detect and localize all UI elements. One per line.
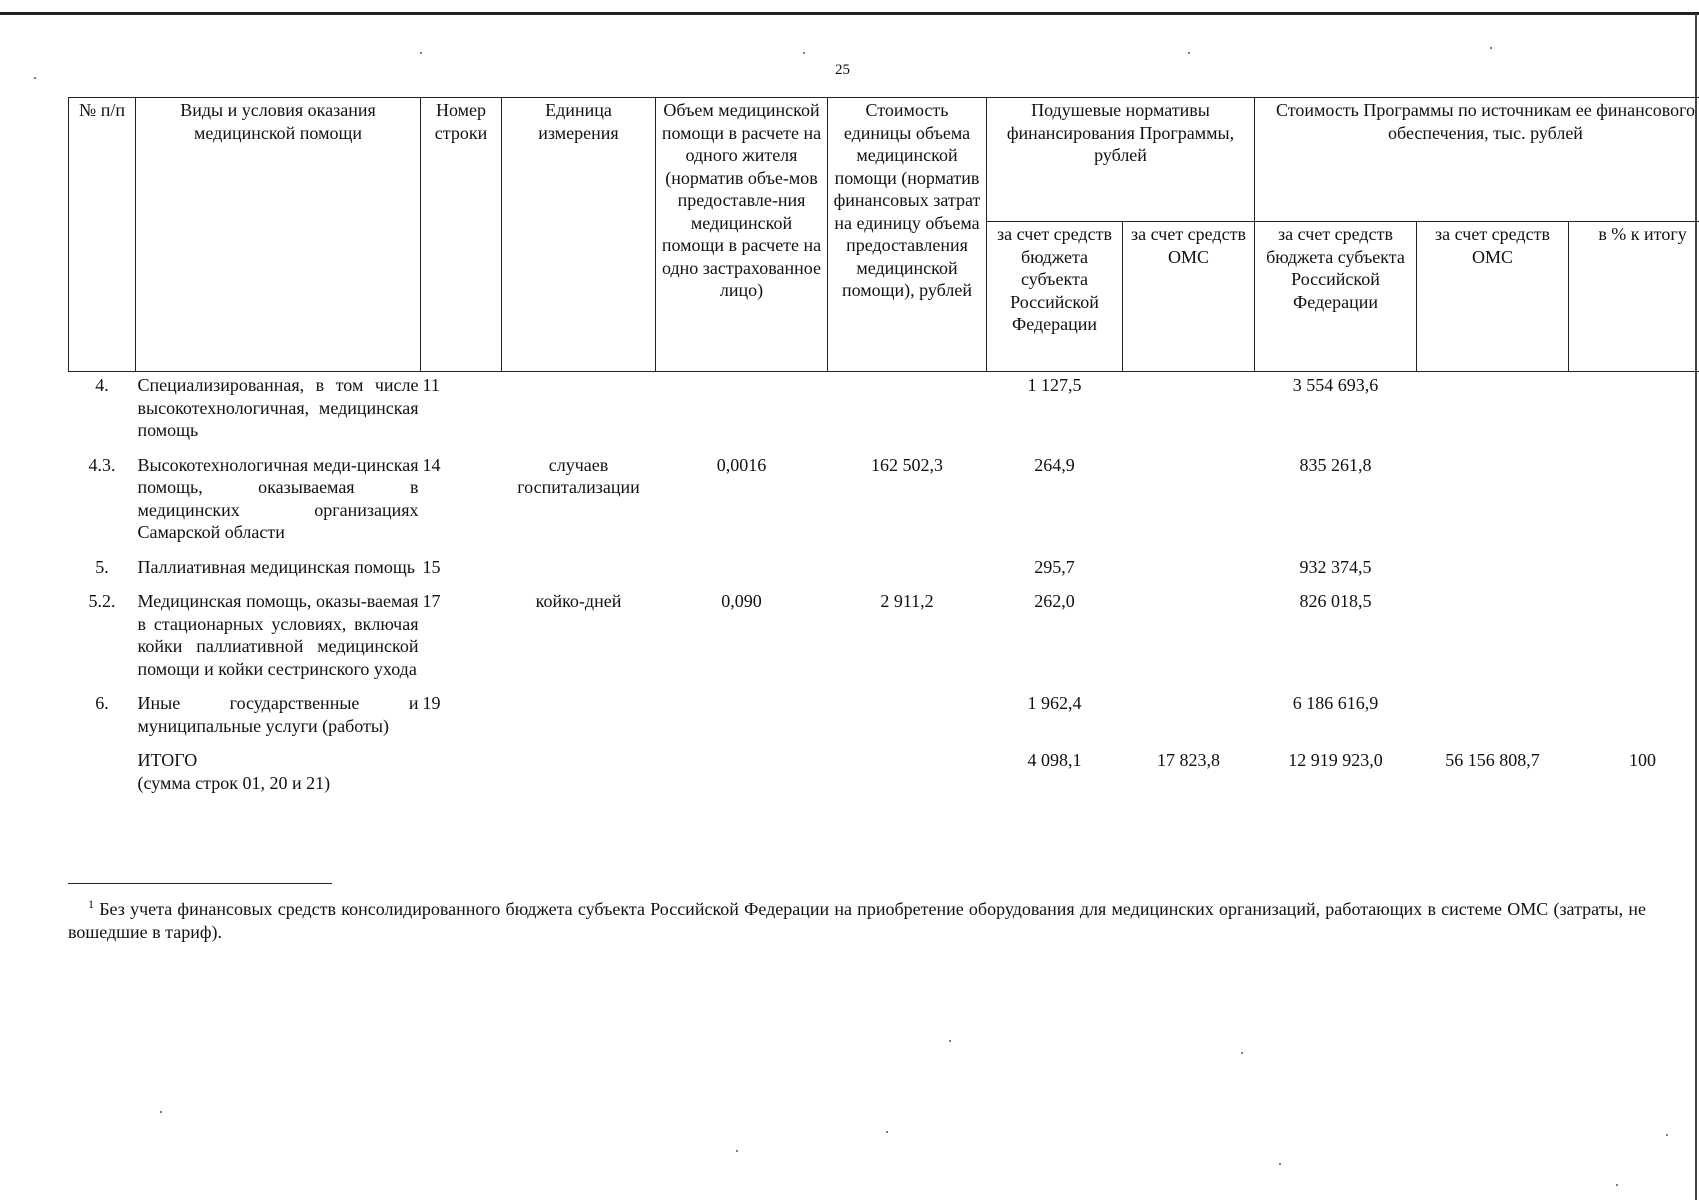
scan-speck (1666, 1134, 1668, 1136)
cell-prog-budget: 932 374,5 (1299, 556, 1372, 577)
cell-unit-cost (828, 554, 987, 589)
cell-desc: Иные государственные и муниципальные услуги (работы) (137, 693, 419, 736)
cell-unit-cost (828, 690, 987, 747)
footnote-text: Без учета финансовых средств консолидированного бюджета субъекта Российской Федерации на приобретение оборудования для медицинских организаций, работающих в системе ОМС (затраты, не вошедшие в тариф). (68, 899, 1646, 942)
cell-desc: Специализированная, в том числе высокотехнологичная, медицинская помощь (137, 375, 419, 440)
cell-prog-oms (1417, 690, 1569, 747)
cell-row-number: 15 (422, 556, 441, 577)
total-percent: 100 (1629, 750, 1656, 770)
cell-unit: случаев госпитализации (517, 454, 640, 497)
cell-desc: Высокотехнологичная меди-цинская помощь, оказываемая в медицинских организациях Самарской области (137, 454, 419, 542)
header-prog-percent: в % к итогу (1569, 222, 1699, 372)
cell-prog-budget: 3 554 693,6 (1292, 375, 1379, 395)
cell-prog-budget: 826 018,5 (1299, 591, 1372, 611)
cell-unit (502, 747, 656, 804)
scan-speck (34, 77, 36, 79)
total-pc-oms: 17 823,8 (1157, 750, 1220, 770)
cell-volume: 0,090 (721, 591, 762, 611)
top-border-line (0, 12, 1699, 15)
header-volume: Объем медицинской помощи в расчете на одного жителя (норматив объе-мов предоставле-ния медицинской помощи в расчете на одно застрахованное лицо) (656, 98, 828, 372)
cell-unit (502, 690, 656, 747)
header-pc-oms: за счет средств ОМС (1123, 222, 1255, 372)
cell-no (69, 747, 136, 804)
table-row (69, 588, 1699, 690)
footnote (68, 898, 1646, 944)
total-label: ИТОГО (137, 750, 198, 770)
cell-pc-budget: 1 127,5 (1027, 375, 1082, 395)
cell-volume (656, 747, 828, 804)
cell-no: 4. (95, 375, 109, 395)
scan-speck (1241, 1052, 1243, 1054)
total-row (69, 747, 1699, 804)
table-row (69, 690, 1699, 747)
cell-pc-oms (1123, 690, 1255, 747)
cell-volume (656, 554, 828, 589)
header-no: № п/п (69, 98, 136, 372)
cell-desc: Медицинская помощь, оказы-ваемая в стационарных условиях, включая койки паллиативной медицинской помощи и койки сестринского ухода (137, 591, 419, 679)
header-row-number: Номер строки (421, 98, 502, 372)
scan-speck (420, 52, 422, 54)
cell-row-number: 11 (422, 375, 440, 395)
scan-speck (803, 52, 805, 54)
scan-speck (1188, 52, 1190, 54)
cell-prog-budget: 6 186 616,9 (1292, 693, 1379, 713)
cell-no: 5.2. (88, 591, 116, 611)
cell-prog-budget: 835 261,8 (1299, 454, 1372, 475)
cell-percent (1569, 372, 1699, 452)
cell-unit: койко-дней (535, 591, 622, 611)
cell-pc-oms (1123, 588, 1255, 690)
total-prog-oms: 56 156 808,7 (1445, 750, 1540, 770)
cell-row-number (421, 747, 502, 804)
footnote-separator (68, 883, 332, 884)
program-cost-table (68, 97, 1699, 804)
header-prog-budget: за счет средств бюджета субъекта Российской Федерации (1255, 222, 1417, 372)
cell-unit-cost (828, 372, 987, 452)
cell-desc: Паллиативная медицинская помощь (137, 556, 415, 577)
cell-no: 4.3. (88, 454, 116, 475)
cell-volume: 0,0016 (716, 454, 767, 475)
footnote-marker: 1 (88, 897, 94, 911)
scan-speck (1490, 47, 1492, 49)
cell-percent (1569, 452, 1699, 554)
cell-pc-oms (1123, 554, 1255, 589)
table-row (69, 452, 1699, 554)
cell-percent (1569, 588, 1699, 690)
cell-unit-cost (828, 747, 987, 804)
cell-unit-cost: 2 911,2 (880, 591, 934, 611)
cell-pc-budget: 262,0 (1034, 591, 1075, 611)
cell-volume (656, 690, 828, 747)
cell-prog-oms (1417, 372, 1569, 452)
cell-unit-cost: 162 502,3 (871, 454, 943, 475)
cell-prog-oms (1417, 452, 1569, 554)
table-row (69, 554, 1699, 589)
page-number: 25 (835, 62, 850, 78)
header-unit: Единица измерения (502, 98, 656, 372)
total-prog-budget: 12 919 923,0 (1288, 750, 1383, 770)
scan-speck (949, 1040, 951, 1042)
header-per-capita-group: Подушевые нормативы финансирования Программы, рублей (987, 98, 1255, 222)
scan-speck (886, 1131, 888, 1133)
header-pc-budget: за счет средств бюджета субъекта Российской Федерации (987, 222, 1123, 372)
cell-pc-oms (1123, 452, 1255, 554)
cell-row-number: 17 (422, 591, 441, 611)
header-prog-oms: за счет средств ОМС (1417, 222, 1569, 372)
scan-speck (1616, 1184, 1618, 1186)
header-types: Виды и условия оказания медицинской помощи (136, 98, 421, 372)
scan-speck (1279, 1163, 1281, 1165)
header-unit-cost: Стоимость единицы объема медицинской помощи (норматив финансовых затрат на единицу объема предоставления медицинской помощи), рублей (828, 98, 987, 372)
cell-percent (1569, 690, 1699, 747)
cell-prog-oms (1417, 554, 1569, 589)
cell-unit (502, 372, 656, 452)
cell-pc-oms (1123, 372, 1255, 452)
cell-volume (656, 372, 828, 452)
total-label-cell (136, 747, 421, 804)
cell-pc-budget: 295,7 (1034, 556, 1075, 577)
cell-row-number: 19 (422, 693, 441, 713)
cell-no: 5. (95, 556, 109, 577)
cell-no: 6. (95, 693, 109, 713)
cell-row-number: 14 (422, 454, 441, 475)
cell-percent (1569, 554, 1699, 589)
scan-speck (736, 1150, 738, 1152)
total-sublabel: (сумма строк 01, 20 и 21) (137, 772, 331, 793)
cell-pc-budget: 1 962,4 (1027, 693, 1082, 713)
total-pc-budget: 4 098,1 (1027, 750, 1082, 770)
table-row (69, 372, 1699, 452)
cell-prog-oms (1417, 588, 1569, 690)
scan-speck (160, 1111, 162, 1113)
cell-unit (502, 554, 656, 589)
cell-pc-budget: 264,9 (1034, 454, 1075, 475)
header-program-cost-group: Стоимость Программы по источникам ее финансового обеспечения, тыс. рублей (1255, 98, 1699, 222)
